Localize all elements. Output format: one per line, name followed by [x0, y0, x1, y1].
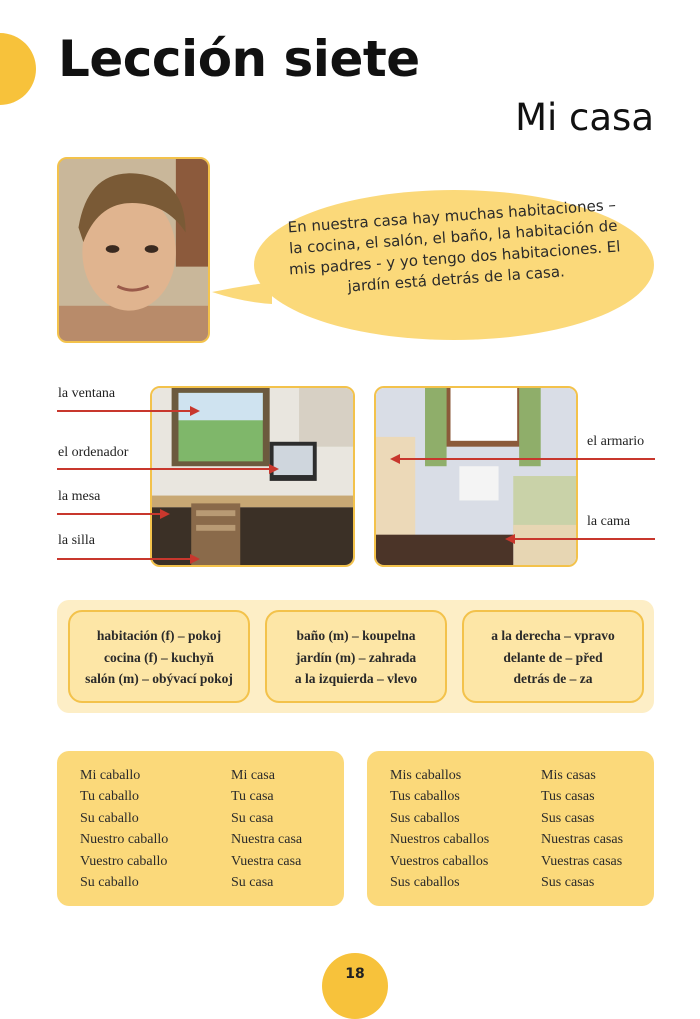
arrow-mesa: [57, 508, 170, 520]
vocab-entry: jardín (m) – zahrada: [295, 649, 417, 665]
possessive-form: Mis caballos: [390, 768, 462, 783]
possessive-form: Tu casa: [231, 789, 274, 805]
arrow-ventana: [57, 405, 200, 417]
label-silla: la silla: [58, 533, 95, 548]
corner-decoration: [0, 33, 36, 105]
label-mesa: la mesa: [58, 489, 101, 504]
possessive-form: Su caballo: [80, 875, 139, 891]
lesson-subtitle: Mi casa: [515, 96, 654, 139]
possessive-form: Nuestras casas: [541, 832, 624, 848]
possessive-form: Sus caballos: [390, 875, 460, 891]
vocab-entry: a la izquierda – vlevo: [294, 671, 418, 686]
vocab-entry: delante de – před: [503, 649, 603, 665]
possessive-form: Mis casas: [541, 768, 596, 783]
arrow-armario: [390, 453, 655, 465]
label-cama: la cama: [587, 514, 631, 529]
vocab-entry: salón (m) – obývací pokoj: [85, 671, 233, 686]
possessive-form: Vuestros caballos: [390, 853, 489, 869]
speech-text: En nuestra casa hay muchas habitaciones – la cocina, el salón, el baño, la habitación de mis padres - y yo tengo dos habitaciones. El jardín está detrás de la casa.: [287, 195, 621, 296]
vocab-box-3: [462, 610, 644, 703]
page-number: 18: [322, 953, 388, 1019]
arrow-ordenador: [57, 463, 279, 475]
possessive-form: Vuestra casa: [231, 853, 302, 869]
arrow-silla: [57, 553, 200, 565]
arrow-cama: [505, 533, 655, 545]
possessive-form: Vuestro caballo: [80, 853, 168, 869]
possessive-form: Tus caballos: [390, 789, 460, 805]
vocab-entry: cocina (f) – kuchyň: [104, 649, 214, 665]
vocab-box-2: [265, 610, 447, 703]
boy-photo: [57, 157, 210, 343]
possessive-singular-box: [57, 751, 344, 906]
possessive-form: Tus casas: [541, 789, 595, 805]
singular-casa-column: [231, 765, 302, 893]
possessive-form: Mi caballo: [80, 768, 141, 783]
lesson-title: Lección siete: [58, 30, 420, 88]
vocab-entry: a la derecha – vpravo: [491, 628, 615, 643]
label-armario: el armario: [587, 434, 645, 449]
plural-caballos-column: [390, 765, 489, 893]
possessive-form: Sus casas: [541, 875, 595, 891]
possessive-form: Nuestros caballos: [390, 832, 490, 848]
vocab-entry: detrás de – za: [513, 671, 593, 686]
possessive-form: Su casa: [231, 810, 274, 826]
possessive-form: Tu caballo: [80, 789, 139, 805]
possessive-form: Su caballo: [80, 810, 139, 826]
vocab-entry: baño (m) – koupelna: [296, 628, 416, 643]
possessive-plural-box: [367, 751, 654, 906]
possessive-form: Sus caballos: [390, 810, 460, 826]
plural-casas-column: [541, 765, 623, 893]
label-ventana: la ventana: [58, 386, 116, 401]
singular-caballo-column: [80, 765, 168, 893]
possessive-form: Nuestra casa: [231, 832, 303, 848]
possessive-form: Nuestro caballo: [80, 832, 169, 848]
possessive-form: Mi casa: [231, 768, 275, 783]
possessive-form: Vuestras casas: [541, 853, 623, 869]
possessive-form: Sus casas: [541, 810, 595, 826]
label-ordenador: el ordenador: [58, 445, 129, 460]
vocab-box-1: [68, 610, 250, 703]
vocab-entry: habitación (f) – pokoj: [96, 628, 222, 643]
possessive-form: Su casa: [231, 875, 274, 891]
speech-bubble-tail: [212, 282, 272, 304]
